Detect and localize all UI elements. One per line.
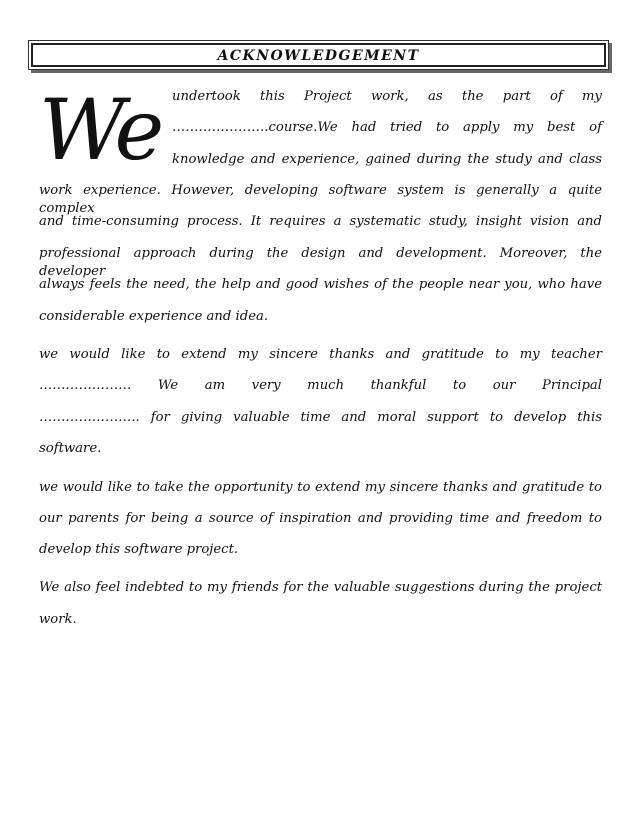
- page-title: ACKNOWLEDGEMENT: [217, 48, 420, 64]
- paragraph-3-line: our parents for being a source of inspiration and providing time and freedom to: [39, 511, 602, 526]
- paragraph-1-line: and time-consuming process. It requires a systematic study, insight vision and: [39, 214, 602, 229]
- paragraph-2-line: we would like to extend my sincere thanks and gratitude to my teacher: [39, 347, 602, 362]
- paragraph-4-line: We also feel indebted to my friends for the valuable suggestions during the project: [39, 580, 602, 595]
- paragraph-1-line: always feels the need, the help and good wishes of the people near you, who have: [39, 277, 602, 292]
- paragraph-2-line: ………………… We am very much thankful to our Principal: [39, 378, 602, 393]
- paragraph-1-line: considerable experience and idea.: [39, 309, 269, 324]
- paragraph-2-line: ………………….. for giving valuable time and moral support to develop this: [39, 410, 602, 425]
- paragraph-1-line: ………………….course.We had tried to apply my best of: [172, 120, 602, 135]
- paragraph-2-line: software.: [39, 441, 102, 456]
- paragraph-1-line: undertook this Project work, as the part of my: [172, 89, 602, 104]
- paragraph-3-line: we would like to take the opportunity to extend my sincere thanks and gratitude to: [39, 480, 602, 495]
- paragraph-1-line: professional approach during the design and development. Moreover, the developer: [39, 246, 602, 279]
- paragraph-1-line: knowledge and experience, gained during the study and class: [172, 152, 602, 167]
- paragraph-1-line: work experience. However, developing software system is generally a quite complex: [39, 183, 602, 216]
- paragraph-3-line: develop this software project.: [39, 542, 239, 557]
- drop-cap: We: [39, 81, 161, 179]
- paragraph-4-line: work.: [39, 612, 77, 627]
- title-box: [31, 43, 606, 67]
